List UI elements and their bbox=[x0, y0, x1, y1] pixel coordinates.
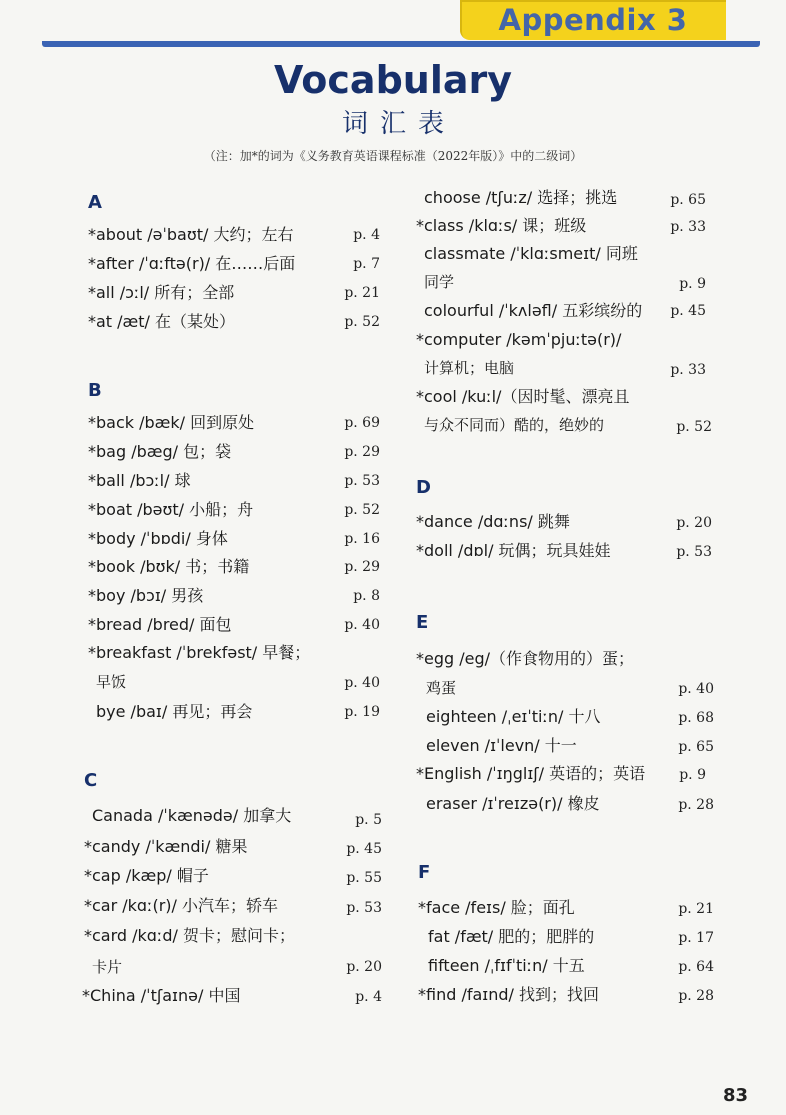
entry-page: p. 19 bbox=[344, 704, 380, 720]
entry-page: p. 45 bbox=[346, 841, 382, 857]
entry-back: *back /bæk/ 回到原处 bbox=[88, 413, 255, 432]
page-number: 83 bbox=[722, 1085, 748, 1106]
entry-page: p. 8 bbox=[353, 588, 380, 604]
header-rule bbox=[42, 41, 760, 47]
entry-candy: *candy /ˈkændi/ 糖果 bbox=[84, 837, 248, 856]
note: （注：加*的词为《义务教育英语课程标准（2022年版）》中的二级词） bbox=[203, 149, 583, 163]
entry-page: p. 45 bbox=[670, 303, 706, 319]
entry-page: p. 65 bbox=[678, 739, 714, 755]
entry-page: p. 65 bbox=[670, 192, 706, 208]
entry-bye: bye /baɪ/ 再见；再会 bbox=[96, 702, 253, 721]
entry-doll: *doll /dɒl/ 玩偶；玩具娃娃 bbox=[416, 541, 611, 560]
entry-page: p. 20 bbox=[346, 959, 382, 975]
entry-page: p. 53 bbox=[676, 544, 712, 560]
entry-boy: *boy /bɔɪ/ 男孩 bbox=[88, 586, 204, 605]
page-subtitle: 词汇表 bbox=[341, 109, 456, 139]
entry-class: *class /klɑːs/ 课；班级 bbox=[416, 216, 587, 235]
appendix-tab bbox=[460, 0, 726, 40]
entry-computer-cont: 计算机；电脑 bbox=[424, 359, 515, 377]
entry-all: *all /ɔːl/ 所有；全部 bbox=[88, 283, 235, 302]
entry-at: *at /æt/ 在（某处） bbox=[88, 312, 236, 331]
entry-page: p. 21 bbox=[344, 285, 380, 301]
entry-english: *English /ˈɪŋglɪʃ/ 英语的；英语 bbox=[416, 764, 646, 783]
entry-page: p. 17 bbox=[678, 930, 714, 946]
section-letter-b: B bbox=[88, 380, 102, 401]
entry-dance: *dance /dɑːns/ 跳舞 bbox=[416, 512, 570, 531]
entry-choose: choose /tʃuːz/ 选择；挑选 bbox=[424, 188, 618, 207]
entry-cap: *cap /kæp/ 帽子 bbox=[84, 866, 209, 885]
entry-eighteen: eighteen /ˌeɪˈtiːn/ 十八 bbox=[426, 707, 601, 726]
entry-page: p. 52 bbox=[676, 419, 712, 435]
entry-bread: *bread /bred/ 面包 bbox=[88, 615, 232, 634]
entry-page: p. 4 bbox=[355, 989, 382, 1005]
entry-breakfast-cont: 早饭 bbox=[96, 673, 127, 691]
entry-breakfast: *breakfast /ˈbrekfəst/ 早餐； bbox=[88, 643, 311, 662]
entry-find: *find /faɪnd/ 找到；找回 bbox=[418, 985, 600, 1004]
entry-page: p. 29 bbox=[344, 444, 380, 460]
section-letter-f: F bbox=[418, 862, 431, 883]
page-title: Vocabulary bbox=[273, 58, 513, 102]
section-letter-e: E bbox=[416, 612, 429, 633]
entry-body: *body /ˈbɒdi/ 身体 bbox=[88, 529, 228, 548]
entry-page: p. 21 bbox=[678, 901, 714, 917]
entry-eraser: eraser /ɪˈreɪzə(r)/ 橡皮 bbox=[426, 794, 600, 813]
entry-canada: Canada /ˈkænədə/ 加拿大 bbox=[92, 806, 292, 825]
entry-page: p. 53 bbox=[346, 900, 382, 916]
entry-egg: *egg /eg/（作食物用的）蛋； bbox=[416, 649, 635, 668]
entry-page: p. 28 bbox=[678, 988, 714, 1004]
entry-page: p. 16 bbox=[344, 531, 380, 547]
entry-fifteen: fifteen /ˌfɪfˈtiːn/ 十五 bbox=[428, 956, 585, 975]
entry-page: p. 64 bbox=[678, 959, 714, 975]
entry-china: *China /ˈtʃaɪnə/ 中国 bbox=[82, 986, 241, 1005]
entry-after: *after /ˈɑːftə(r)/ 在……后面 bbox=[88, 254, 296, 273]
entry-fat: fat /fæt/ 肥的；肥胖的 bbox=[428, 927, 595, 946]
entry-eleven: eleven /ɪˈlevn/ 十一 bbox=[426, 736, 577, 755]
entry-page: p. 33 bbox=[670, 219, 706, 235]
appendix-label: Appendix 3 bbox=[498, 3, 688, 37]
entry-page: p. 5 bbox=[355, 812, 382, 828]
entry-card-cont: 卡片 bbox=[92, 958, 123, 976]
entry-page: p. 69 bbox=[344, 415, 380, 431]
entry-page: p. 9 bbox=[679, 767, 706, 783]
entry-page: p. 40 bbox=[678, 681, 714, 697]
entry-page: p. 40 bbox=[344, 675, 380, 691]
entry-classmate: classmate /ˈklɑːsmeɪt/ 同班 bbox=[424, 244, 638, 263]
entry-book: *book /bʊk/ 书；书籍 bbox=[88, 557, 250, 576]
entry-page: p. 29 bbox=[344, 559, 380, 575]
entry-computer: *computer /kəmˈpjuːtə(r)/ bbox=[416, 330, 622, 349]
entry-page: p. 55 bbox=[346, 870, 382, 886]
section-letter-d: D bbox=[416, 477, 431, 498]
entry-ball: *ball /bɔːl/ 球 bbox=[88, 471, 191, 490]
entry-page: p. 68 bbox=[678, 710, 714, 726]
entry-page: p. 28 bbox=[678, 797, 714, 813]
entry-bag: *bag /bæg/ 包；袋 bbox=[88, 442, 232, 461]
entry-face: *face /feɪs/ 脸；面孔 bbox=[418, 898, 575, 917]
entry-colourful: colourful /ˈkʌləfl/ 五彩缤纷的 bbox=[424, 301, 643, 320]
entry-cool: *cool /kuːl/（因时髦、漂亮且 bbox=[416, 387, 630, 406]
section-letter-c: C bbox=[84, 770, 98, 791]
entry-page: p. 9 bbox=[679, 276, 706, 292]
entry-page: p. 52 bbox=[344, 502, 380, 518]
entry-page: p. 52 bbox=[344, 314, 380, 330]
entry-car: *car /kɑː(r)/ 小汽车；轿车 bbox=[84, 896, 279, 915]
section-letter-a: A bbox=[88, 192, 102, 213]
entry-cool-cont: 与众不同而）酷的，绝妙的 bbox=[424, 416, 605, 434]
entry-classmate-cont: 同学 bbox=[424, 273, 455, 291]
entry-page: p. 33 bbox=[670, 362, 706, 378]
entry-page: p. 20 bbox=[676, 515, 712, 531]
entry-page: p. 4 bbox=[353, 227, 380, 243]
entry-page: p. 53 bbox=[344, 473, 380, 489]
entry-egg-cont: 鸡蛋 bbox=[426, 679, 457, 697]
entry-about: *about /əˈbaʊt/ 大约；左右 bbox=[88, 225, 294, 244]
entry-card: *card /kɑːd/ 贺卡；慰问卡； bbox=[84, 926, 295, 945]
entry-page: p. 40 bbox=[344, 617, 380, 633]
entry-page: p. 7 bbox=[353, 256, 380, 272]
entry-boat: *boat /bəʊt/ 小船；舟 bbox=[88, 500, 254, 519]
